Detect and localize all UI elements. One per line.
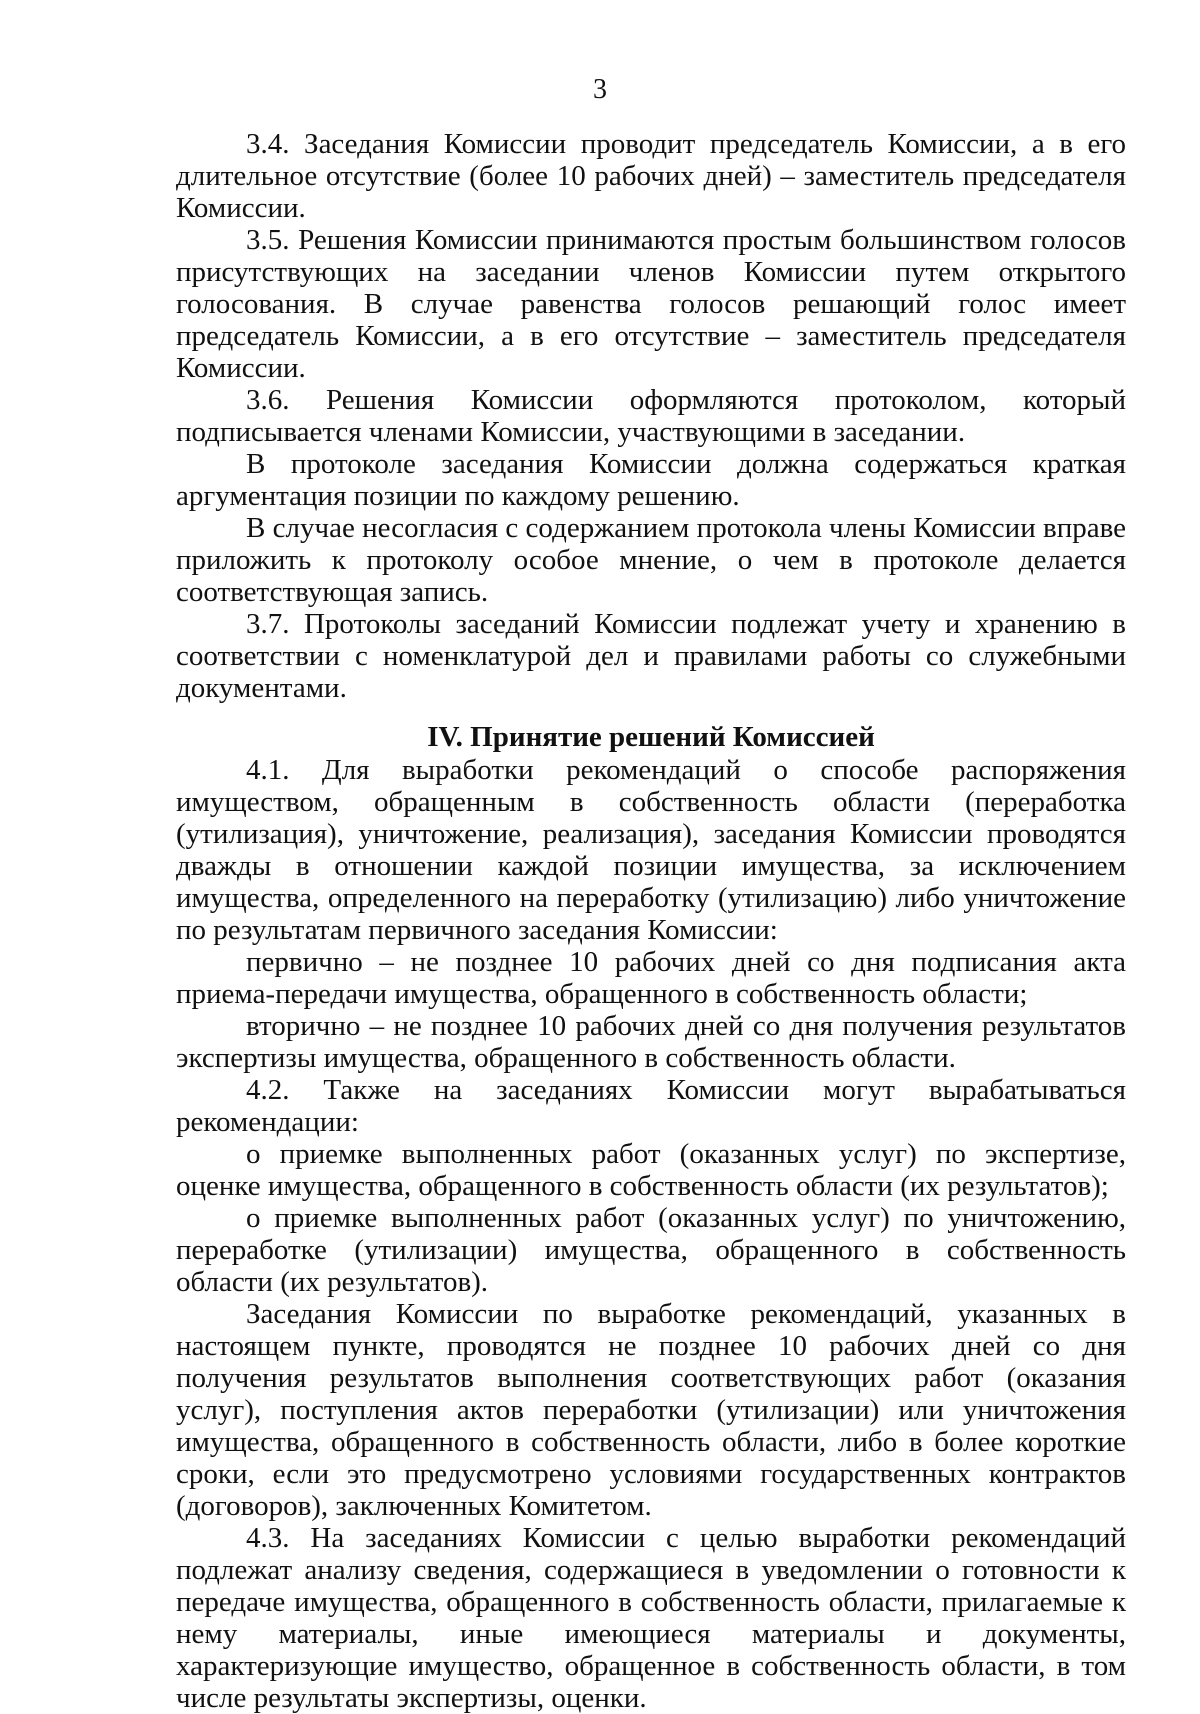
paragraph-3-7: 3.7. Протоколы заседаний Комиссии подлежат учету и хранению в соответствии с номенклатурой дел и правилами работы со служебными документами.	[176, 608, 1126, 704]
paragraph-3-6: 3.6. Решения Комиссии оформляются протоколом, который подписывается членами Комиссии, участвующими в заседании.	[176, 384, 1126, 448]
paragraph-first-meeting: первично – не позднее 10 рабочих дней со дня подписания акта приема-передачи имущества, обращенного в собственность области;	[176, 946, 1126, 1010]
paragraph-meeting-deadlines: Заседания Комиссии по выработке рекомендаций, указанных в настоящем пункте, проводятся не позднее 10 рабочих дней со дня получения результатов выполнения соответствующих работ (оказания услуг), поступления актов переработки (утилизации) или уничтожения имущества, обращенного в собственность области, либо в более короткие сроки, если это предусмотрено условиями государственных контрактов (договоров), заключенных Комитетом.	[176, 1298, 1126, 1522]
paragraph-second-meeting: вторично – не позднее 10 рабочих дней со дня получения результатов экспертизы имущества, обращенного в собственность области.	[176, 1010, 1126, 1074]
paragraph-4-3: 4.3. На заседаниях Комиссии с целью выработки рекомендаций подлежат анализу сведения, содержащиеся в уведомлении о готовности к передаче имущества, обращенного в собственность области, прилагаемые к нему материалы, иные имеющиеся материалы и документы, характеризующие имущество, обращенное в собственность области, в том числе результаты экспертизы, оценки.	[176, 1522, 1126, 1714]
paragraph-dissenting-opinion: В случае несогласия с содержанием протокола члены Комиссии вправе приложить к протоколу особое мнение, о чем в протоколе делается соответствующая запись.	[176, 512, 1126, 608]
paragraph-acceptance-expertise: о приемке выполненных работ (оказанных услуг) по экспертизе, оценке имущества, обращенного в собственность области (их результатов);	[176, 1138, 1126, 1202]
paragraph-3-4: 3.4. Заседания Комиссии проводит председатель Комиссии, а в его длительное отсутствие (более 10 рабочих дней) – заместитель председателя Комиссии.	[176, 128, 1126, 224]
paragraph-acceptance-destruction: о приемке выполненных работ (оказанных услуг) по уничтожению, переработке (утилизации) имущества, обращенного в собственность области (их результатов).	[176, 1202, 1126, 1298]
paragraph-3-5: 3.5. Решения Комиссии принимаются простым большинством голосов присутствующих на заседании членов Комиссии путем открытого голосования. В случае равенства голосов решающий голос имеет председатель Комиссии, а в его отсутствие – заместитель председателя Комиссии.	[176, 224, 1126, 384]
page-number: 3	[593, 74, 607, 105]
document-body	[176, 128, 1126, 1714]
paragraph-4-1: 4.1. Для выработки рекомендаций о способе распоряжения имуществом, обращенным в собственность области (переработка (утилизация), уничтожение, реализация), заседания Комиссии проводятся дважды в отношении каждой позиции имущества, за исключением имущества, определенного на переработку (утилизацию) либо уничтожение по результатам первичного заседания Комиссии:	[176, 754, 1126, 946]
paragraph-4-2: 4.2. Также на заседаниях Комиссии могут вырабатываться рекомендации:	[176, 1074, 1126, 1138]
section-heading: IV. Принятие решений Комиссией	[427, 721, 875, 753]
paragraph-protocol-argumentation: В протоколе заседания Комиссии должна содержаться краткая аргументация позиции по каждому решению.	[176, 448, 1126, 512]
